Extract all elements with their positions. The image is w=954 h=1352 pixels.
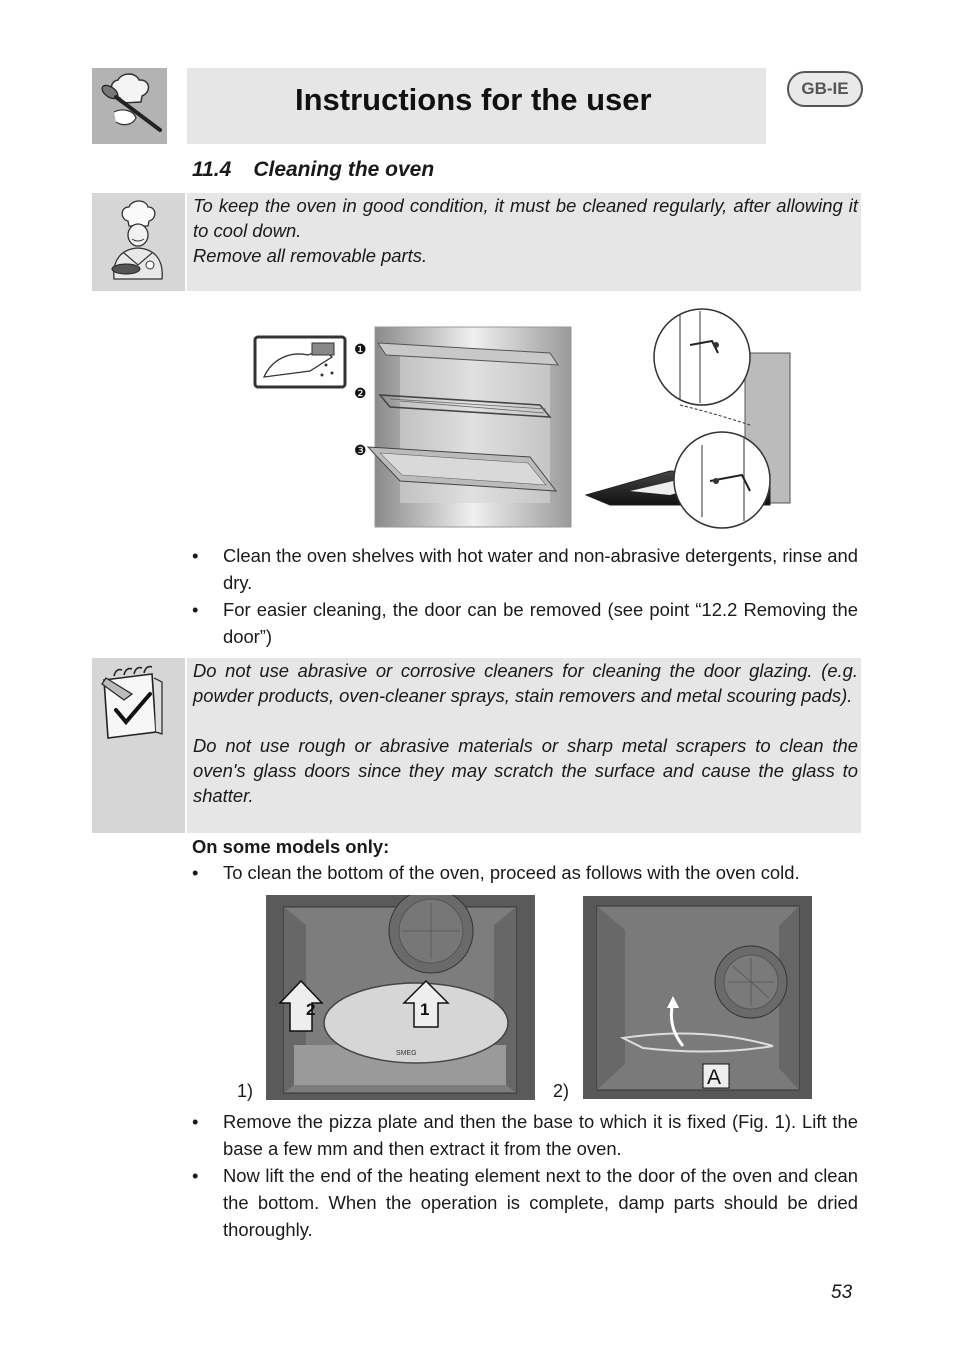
note1-text <box>193 193 858 268</box>
note1-line1: To keep the oven in good condition, it must be cleaned regularly, after allowing it to cool down. <box>193 195 858 241</box>
notepad-check-icon <box>92 658 185 748</box>
page-title: Instructions for the user <box>295 82 652 117</box>
section-title: Cleaning the oven <box>253 158 435 181</box>
note1-text-box <box>187 193 861 291</box>
shelf-marker-1: ❶ <box>354 341 367 357</box>
bullet-list-1 <box>192 542 858 650</box>
section-number: 11.4 <box>192 158 232 181</box>
heating-element-photo <box>583 896 812 1099</box>
bullet-list-2 <box>192 1108 858 1243</box>
chef-icon <box>92 193 185 291</box>
note2-icon-box <box>92 658 185 833</box>
shelf-marker-2: ❷ <box>354 385 367 401</box>
header-icon-box <box>92 68 167 144</box>
list-item: • Clean the oven shelves with hot water and non-abrasive detergents, rinse and dry. <box>192 545 858 593</box>
part-label-a: A <box>707 1066 722 1089</box>
models-heading: On some models only: <box>192 836 390 857</box>
list-item: • Remove the pizza plate and then the base to which it is fixed (Fig. 1). Lift the base a few mm and then extract it from the oven. <box>192 1111 858 1159</box>
page-number: 53 <box>831 1282 853 1303</box>
pizza-plate-photo <box>266 895 535 1100</box>
arrow-label-1: 1 <box>420 1000 430 1019</box>
header-title-box <box>187 68 766 144</box>
shelf-marker-3: ❸ <box>354 442 367 458</box>
bullet-list-models <box>192 859 858 886</box>
note2-para1: Do not use abrasive or corrosive cleaners for cleaning the door glazing. (e.g. powder products, oven-cleaner sprays, stain removers and metal scouring pads). <box>193 660 858 706</box>
oven-accessories-illustration <box>250 295 795 530</box>
cleaning-hand-icon <box>255 337 345 387</box>
note2-text-box <box>187 658 861 833</box>
note1-icon-box <box>92 193 185 291</box>
door-removal-illustration <box>586 309 790 528</box>
figure-label-1: 1) <box>237 1081 254 1101</box>
note1-line2: Remove all removable parts. <box>193 245 428 266</box>
list-item: • Now lift the end of the heating element next to the door of the oven and clean the bottom. When the operation is complete, damp parts should be dried thoroughly. <box>192 1165 858 1240</box>
list-item: • To clean the bottom of the oven, proceed as follows with the oven cold. <box>192 862 800 883</box>
note2-para2: Do not use rough or abrasive materials or sharp metal scrapers to clean the oven's glass doors since they may scratch the surface and cause the glass to shatter. <box>193 735 858 806</box>
language-badge: GB-IE <box>787 71 863 107</box>
section-heading <box>192 158 434 182</box>
arrow-label-2: 2 <box>306 1000 316 1019</box>
note2-text <box>193 658 858 808</box>
brand-label: SMEG <box>396 1050 417 1057</box>
list-item: • For easier cleaning, the door can be removed (see point “12.2 Removing the door”) <box>192 599 858 647</box>
figure-label-2: 2) <box>553 1081 570 1101</box>
chef-spoon-icon <box>92 68 167 144</box>
